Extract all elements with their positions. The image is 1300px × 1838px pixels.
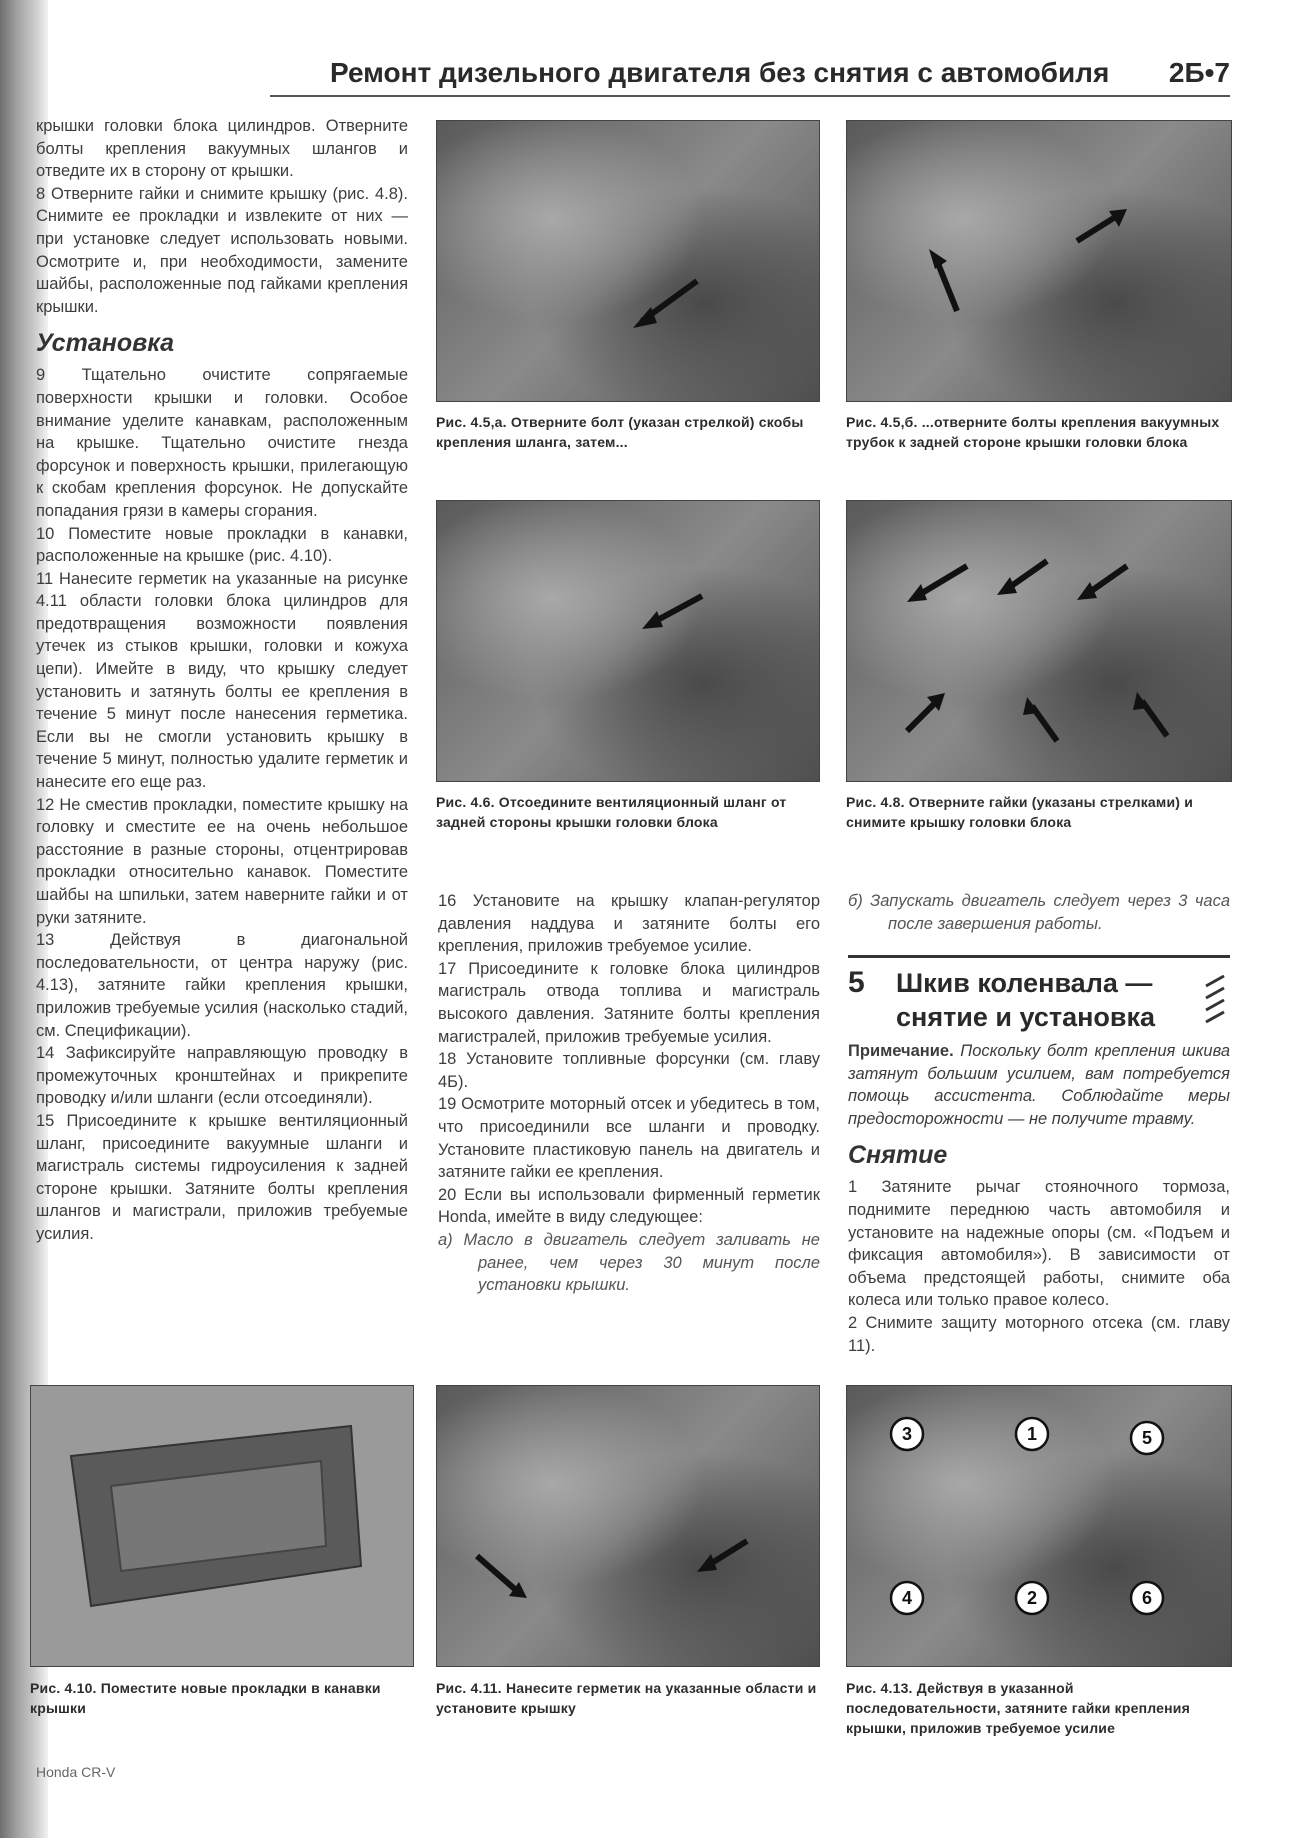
sequence-label-5: 5 <box>1141 1428 1153 1448</box>
photo-fig-4-13 <box>846 1385 1232 1667</box>
note-label: Примечание. <box>848 1042 954 1060</box>
paragraph: крышки головки блока цилиндров. Отверните болты крепления вакуумных шлангов и отведите их в сторону от крышки. <box>36 117 408 181</box>
section-title-line-2: снятие и установка <box>896 1002 1156 1032</box>
column-right-top <box>848 890 1230 950</box>
paragraph: 15 Присоедините к крышке вентиляционный шланг, присоедините вакуумные шланги и магистраль системы гидроусиления к задней стороне крышки. Затяните болты крепления шлангов и магистрали, приложив требуемые усилия. <box>36 1111 408 1243</box>
paragraph: 1 Затяните рычаг стояночного тормоза, поднимите переднюю часть автомобиля и установите на надежные опоры (см. «Подъем и фиксация автомобиля»). В зависимости от объема предстоящей работы, снимите оба колеса или только правое колесо. <box>848 1178 1230 1310</box>
photo-fig-4-11 <box>436 1385 820 1667</box>
paragraph: 8 Отверните гайки и снимите крышку (рис. 4.8). Снимите ее прокладки и извлеките от них — при установке следует использовать новыми. Осмотрите и, при необходимости, замените шайбы, расположенные под гайками крепления крышки. <box>36 184 408 316</box>
photo-fig-4-10 <box>30 1385 414 1667</box>
paragraph: 19 Осмотрите моторный отсек и убедитесь в том, что присоединили все шланги и проводку. Установите пластиковую панель на двигатель и затяните гайки ее крепления. <box>438 1095 820 1182</box>
note-paragraph <box>848 1040 1230 1130</box>
paragraph: 17 Присоедините к головке блока цилиндров магистраль отвода топлива и магистраль высокого давления. Затяните болты крепления магистралей, приложив требуемые усилия. <box>438 959 820 1046</box>
caption-fig-4-5b: Рис. 4.5,б. ...отверните болты крепления вакуумных трубок к задней стороне крышки головки блока <box>846 414 1220 450</box>
photo-fig-4-5a <box>436 120 820 402</box>
paragraph: 16 Установите на крышку клапан-регулятор давления наддува и затяните болты его крепления, приложив требуемое усилие. <box>438 892 820 956</box>
sequence-label-3: 3 <box>901 1424 913 1444</box>
paragraph: 12 Не сместив прокладки, поместите крышку на головку и сместите ее на очень небольшое расстояние в разные стороны, отцентрировав прокладки относительно канавок. Поместите шайбы на шпильки, затем наверните гайки и от руки затяните. <box>36 795 408 927</box>
paragraph: 9 Тщательно очистите сопрягаемые поверхности крышки и головки. Особое внимание уделите канавкам, расположенным на крышке. Тщательно очистите гнезда форсунок и поверхность крышки, прилегающую к скобам крепления форсунок. Не допускайте попадания грязи в камеры сгорания. <box>36 366 408 520</box>
subheading-installation: Установка <box>36 329 175 358</box>
page-header <box>270 55 1230 97</box>
paragraph-note-a: а) Масло в двигатель следует заливать не ранее, чем через 30 минут после установки крышки. <box>438 1230 820 1295</box>
photo-fig-4-8 <box>846 500 1232 782</box>
caption-fig-4-6: Рис. 4.6. Отсоедините вентиляционный шланг от задней стороны крышки головки блока <box>436 794 787 830</box>
section-header <box>848 955 1230 1034</box>
paragraph-note-b: б) Запускать двигатель следует через 3 часа после завершения работы. <box>848 892 1230 933</box>
caption-fig-4-11: Рис. 4.11. Нанесите герметик на указанные области и установите крышку <box>436 1680 817 1716</box>
valve-cover-shape <box>31 1386 413 1666</box>
caption-fig-4-5a: Рис. 4.5,а. Отверните болт (указан стрелкой) скобы крепления шланга, затем... <box>436 414 804 450</box>
caption-fig-4-10: Рис. 4.10. Поместите новые прокладки в канавки крышки <box>30 1680 381 1716</box>
paragraph: 14 Зафиксируйте направляющую проводку в промежуточных кронштейнах и прикрепите проводку и/или шланги (если отсоединяли). <box>36 1044 408 1108</box>
photo-fig-4-5b <box>846 120 1232 402</box>
paragraph: 11 Нанесите герметик на указанные на рисунке 4.11 области головки блока цилиндров для предотвращения возможности появления утечек из стыков крышки, головки и кожуха цепи). Имейте в виду, что крышку следует установить и затянуть болты ее крепления в течение 5 минут после нанесения герметика. Если вы не смогли установить крышку в течение 5 минут, полностью удалите герметик и нанесите его еще раз. <box>36 569 408 792</box>
column-middle <box>438 890 820 1297</box>
sequence-label-1: 1 <box>1026 1424 1038 1444</box>
sequence-diagram <box>847 1386 1231 1666</box>
arrow-icon <box>847 121 1231 401</box>
page-footer: Honda CR-V <box>36 1764 116 1780</box>
paragraph: 10 Поместите новые прокладки в канавки, расположенные на крышке (рис. 4.10). <box>36 524 408 566</box>
page-header-title: Ремонт дизельного двигателя без снятия с автомобиля <box>330 57 1110 88</box>
paragraph: 20 Если вы использовали фирменный герметик Honda, имейте в виду следующее: <box>438 1185 820 1227</box>
sequence-label-4: 4 <box>901 1588 913 1608</box>
section-title <box>896 966 1155 1034</box>
arrows-icon <box>437 1386 819 1666</box>
caption-fig-4-13: Рис. 4.13. Действуя в указанной последовательности, затяните гайки крепления крышки, приложив требуемое усилие <box>846 1680 1190 1736</box>
page-number: 2Б•7 <box>1168 57 1230 88</box>
paragraph: 2 Снимите защиту моторного отсека (см. главу 11). <box>848 1313 1230 1355</box>
note-text: Поскольку болт крепления шкива затянут большим усилием, вам потребуется помощь ассистента. Соблюдайте меры предосторожности — не получите травму. <box>848 1042 1230 1128</box>
column-right <box>848 1040 1230 1357</box>
sequence-label-6: 6 <box>1141 1588 1153 1608</box>
paragraph: 13 Действуя в диагональной последовательности, от центра наружу (рис. 4.13), затяните гайки крепления крышки, приложив требуемые усилия (насколько стадий, см. Спецификации). <box>36 931 408 1040</box>
section-title-line-1: Шкив коленвала — <box>896 968 1153 998</box>
sequence-label-2: 2 <box>1026 1588 1038 1608</box>
caption-fig-4-8: Рис. 4.8. Отверните гайки (указаны стрелками) и снимите крышку головки блока <box>846 794 1194 830</box>
arrow-icon <box>437 501 819 781</box>
arrows-icon <box>847 501 1231 781</box>
photo-fig-4-6 <box>436 500 820 782</box>
paragraph: 18 Установите топливные форсунки (см. главу 4Б). <box>438 1050 820 1091</box>
subheading-removal: Снятие <box>848 1141 948 1170</box>
section-number: 5 <box>848 966 865 999</box>
difficulty-wrench-icon <box>1202 964 1230 1030</box>
column-left <box>36 115 408 1246</box>
arrow-icon <box>437 121 819 401</box>
